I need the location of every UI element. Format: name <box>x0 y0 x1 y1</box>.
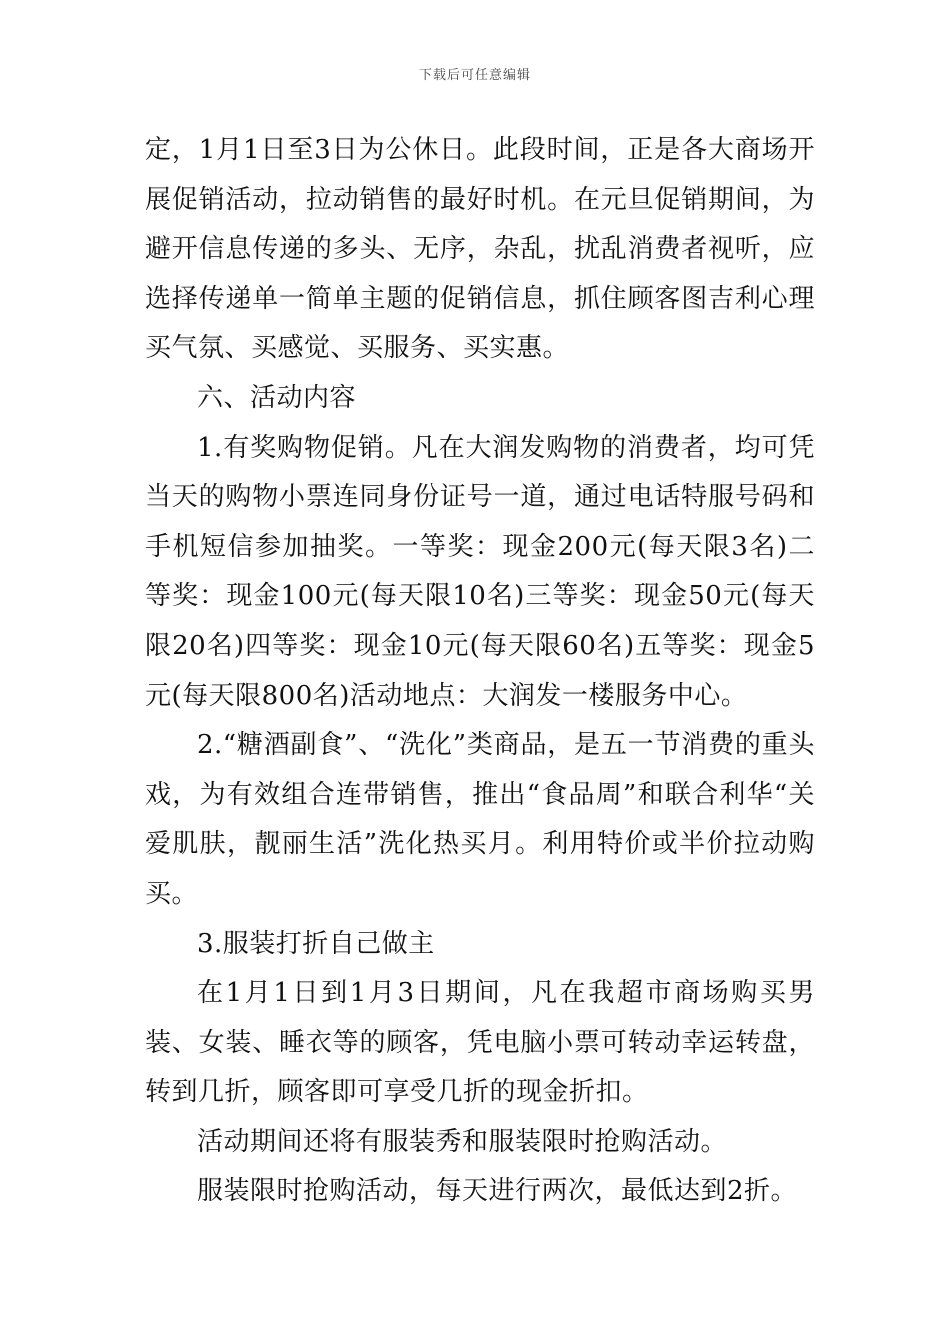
page-header: 下载后可任意编辑 <box>418 68 531 83</box>
paragraph-item-2: 2.“糖酒副食”、“洗化”类商品，是五一节消费的重头戏，为有效组合连带销售，推出“食品周”和联合利华“关爱肌肤，靓丽生活”洗化热买月。利用特价或半价拉动购买。 <box>145 730 815 909</box>
paragraph-1: 定，1月1日至3日为公休日。此段时间，正是各大商场开展促销活动，拉动销售的最好时机。在元旦促销期间，为避开信息传递的多头、无序，杂乱，扰乱消费者视听，应选择传递单一简单主题的促销信息，抓住顾客图吉利心理买气氛、买感觉、买服务、买实惠。 <box>145 135 815 364</box>
paragraph-item-3-detail: 在1月1日到1月3日期间，凡在我超市商场购买男装、女装、睡衣等的顾客，凭电脑小票可转动幸运转盘，转到几折，顾客即可享受几折的现金折扣。 <box>145 978 815 1108</box>
document-body <box>145 126 815 1217</box>
paragraph-flash-sale: 服装限时抢购活动，每天进行两次，最低达到2折。 <box>197 1176 798 1207</box>
paragraph-fashion-show: 活动期间还将有服装秀和服装限时抢购活动。 <box>197 1126 728 1157</box>
paragraph-item-3-heading: 3.服装打折自己做主 <box>197 928 435 959</box>
section-heading-activity-content: 六、活动内容 <box>197 382 357 413</box>
paragraph-item-1: 1.有奖购物促销。凡在大润发购物的消费者，均可凭当天的购物小票连同身份证号一道，通过电话特服号码和手机短信参加抽奖。一等奖：现金200元(每天限3名)二等奖：现金100元(每天限10名)三等奖：现金50元(每天限20名)四等奖：现金10元(每天限60名)五等奖：现金5元(每天限800名)活动地点：大润发一楼服务中心。 <box>145 432 815 711</box>
